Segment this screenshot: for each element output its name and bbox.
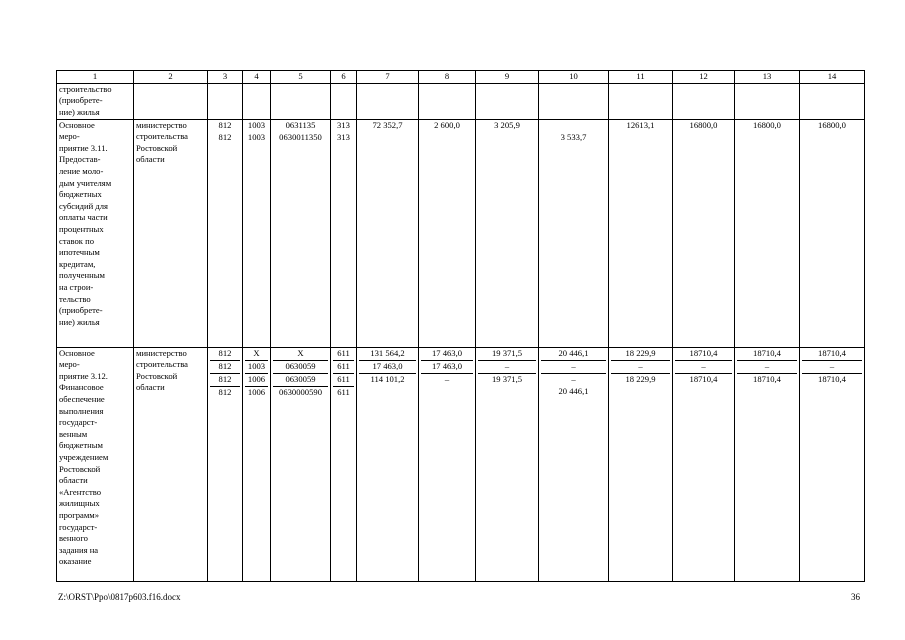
vr-cell (331, 347, 357, 581)
amount-value: – (478, 361, 536, 374)
amount-value: 17 463,0 (359, 361, 416, 374)
amount-cell (609, 119, 673, 347)
amount-value: 3 533,7 (560, 131, 587, 142)
table-cell (419, 83, 476, 119)
amount-cell (539, 119, 609, 347)
csr-value: 0630000590 (279, 386, 322, 397)
rzpr-value: 1006 (247, 386, 266, 397)
table-cell (271, 83, 331, 119)
rzpr-value: 1003 (247, 131, 266, 142)
footer-file-path: Z:\ORST\Ppo\0817p603.f16.docx (58, 592, 181, 602)
rzpr-cell (243, 119, 271, 347)
csr-value: 0631135 (285, 119, 316, 130)
amount-cell (800, 347, 865, 581)
table-cell (208, 83, 243, 119)
amount-value: 72 352,7 (372, 119, 403, 130)
executor-cell: министерство строительства Ростовской области (134, 347, 208, 581)
table-cell (357, 83, 419, 119)
amount-value: 19 371,5 (478, 348, 536, 361)
csr-cell (271, 347, 331, 581)
grbs-value: 812 (218, 119, 232, 130)
amount-value: 3 205,9 (494, 119, 520, 130)
amount-cell (609, 347, 673, 581)
amount-value: 20 446,1 (558, 385, 589, 396)
rzpr-cell (243, 347, 271, 581)
amount-cell (357, 347, 419, 581)
amount-value: 16800,0 (818, 119, 846, 130)
activity-name-cell: Основное меро- приятие 3.12. Финансовое обеспечение выполнения государст- венным бюджетным учреждением Ростовской области «Агентство жилищных программ» государст- венного задания на оказание (57, 347, 134, 581)
header-row (57, 71, 865, 84)
table-cell (609, 83, 673, 119)
vr-value: 611 (333, 374, 354, 387)
table-cell (539, 83, 609, 119)
rzpr-value: 1006 (245, 374, 268, 387)
rzpr-value: 1003 (247, 119, 266, 130)
amount-value: 18710,4 (818, 373, 846, 384)
amount-cell (673, 119, 735, 347)
amount-value: 16800,0 (689, 119, 718, 130)
program-table (56, 70, 865, 582)
amount-cell (800, 119, 865, 347)
csr-value: 0630059 (273, 374, 328, 387)
csr-value: X (273, 348, 328, 361)
amount-cell (539, 347, 609, 581)
rzpr-value: X (245, 348, 268, 361)
table-cell (331, 83, 357, 119)
header-cell: 1 (57, 71, 134, 84)
table-row-activity-3-11 (57, 119, 865, 347)
activity-name-cell: строительство (приобрете- ние) жилья (57, 83, 134, 119)
header-cell: 8 (419, 71, 476, 84)
amount-value: 18710,4 (675, 348, 732, 361)
amount-cell (357, 119, 419, 347)
header-cell: 11 (609, 71, 673, 84)
amount-value: – (444, 373, 450, 384)
amount-value: 18710,4 (737, 348, 797, 361)
amount-value: 18710,4 (689, 373, 718, 384)
header-cell: 12 (673, 71, 735, 84)
amount-value: 17 463,0 (421, 348, 473, 361)
vr-value: 313 (337, 131, 350, 142)
amount-value: – (571, 373, 576, 384)
amount-value: 17 463,0 (421, 361, 473, 374)
amount-value: 18 229,9 (625, 373, 656, 384)
grbs-value: 812 (218, 131, 232, 142)
amount-cell (419, 347, 476, 581)
amount-value: 18 229,9 (611, 348, 670, 361)
header-cell: 3 (208, 71, 243, 84)
vr-cell (331, 119, 357, 347)
grbs-value: 812 (210, 374, 240, 387)
amount-value: 19 371,5 (491, 373, 523, 384)
amount-value: 18710,4 (753, 373, 781, 384)
header-cell: 2 (134, 71, 208, 84)
table-row-continued (57, 83, 865, 119)
grbs-cell (208, 119, 243, 347)
grbs-value: 812 (210, 348, 240, 361)
table-cell (800, 83, 865, 119)
amount-cell (673, 347, 735, 581)
table-cell (673, 83, 735, 119)
activity-name-cell: Основное меро- приятие 3.11. Предостав- ление моло- дым учителям бюджетных субсидий для оплаты части процентных ставок по ипотечным кредитам, полученным на строи- тельство (приобрете- ние) жилья (57, 119, 134, 347)
table-row-activity-3-12 (57, 347, 865, 581)
grbs-value: 812 (218, 386, 232, 397)
csr-value: 0630059 (273, 361, 328, 374)
header-cell: 5 (271, 71, 331, 84)
amount-value: 114 101,2 (370, 373, 405, 384)
amount-cell (735, 347, 800, 581)
header-cell: 6 (331, 71, 357, 84)
executor-cell: министерство строительства Ростовской области (134, 119, 208, 347)
amount-value: – (737, 361, 797, 374)
header-cell: 10 (539, 71, 609, 84)
amount-value: 2 600,0 (434, 119, 460, 130)
vr-value: 611 (333, 361, 354, 374)
amount-cell (419, 119, 476, 347)
amount-value: – (802, 361, 862, 374)
vr-value: 611 (337, 386, 350, 397)
rzpr-value: 1003 (245, 361, 268, 374)
vr-value: 313 (337, 119, 350, 130)
csr-cell (271, 119, 331, 347)
table-cell (243, 83, 271, 119)
header-cell: 14 (800, 71, 865, 84)
amount-value: – (611, 361, 670, 374)
header-cell: 7 (357, 71, 419, 84)
amount-cell (476, 347, 539, 581)
amount-value: 20 446,1 (541, 348, 606, 361)
amount-cell (476, 119, 539, 347)
grbs-value: 812 (210, 361, 240, 374)
table-cell (134, 83, 208, 119)
table-cell (476, 83, 539, 119)
amount-value: 16800,0 (753, 119, 781, 130)
amount-value: 18710,4 (802, 348, 862, 361)
table-cell (735, 83, 800, 119)
amount-cell (735, 119, 800, 347)
amount-value: 131 564,2 (359, 348, 416, 361)
vr-value: 611 (333, 348, 354, 361)
footer-page-number: 36 (851, 592, 860, 602)
csr-value: 0630011350 (279, 131, 322, 142)
header-cell: 4 (243, 71, 271, 84)
grbs-cell (208, 347, 243, 581)
amount-value: – (675, 361, 732, 374)
header-cell: 13 (735, 71, 800, 84)
amount-value: – (541, 361, 606, 374)
amount-value: 12613,1 (626, 119, 655, 130)
header-cell: 9 (476, 71, 539, 84)
